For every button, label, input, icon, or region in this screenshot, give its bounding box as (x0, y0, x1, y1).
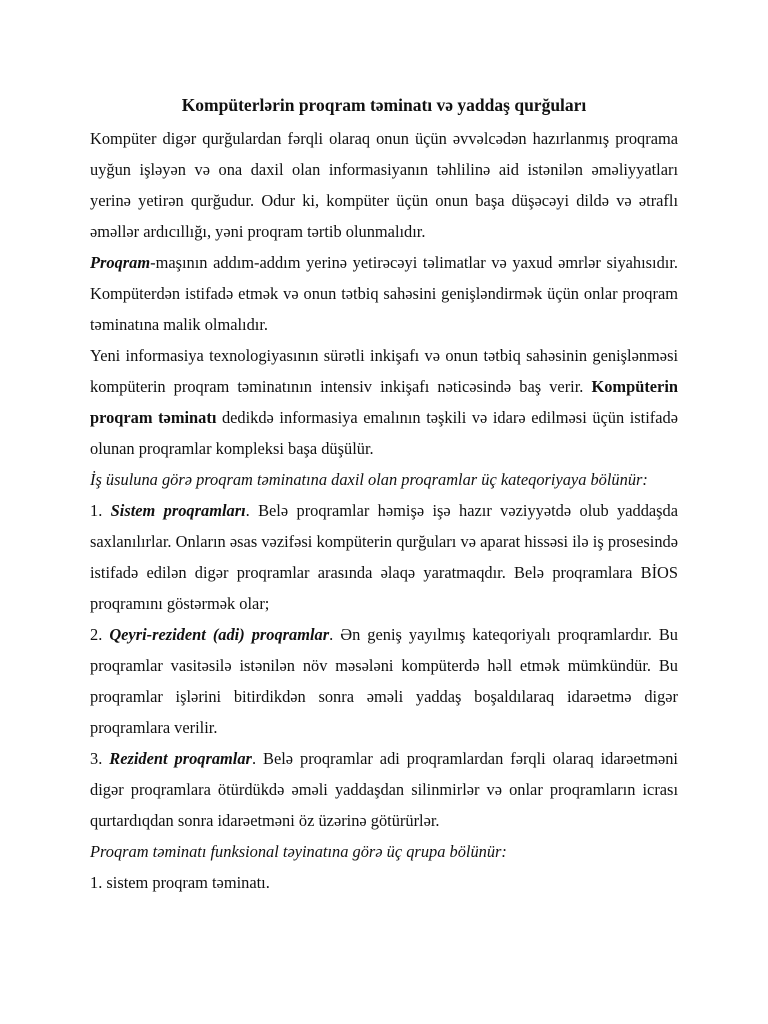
item1-number: 1. (90, 501, 111, 520)
paragraph-system-software: 1. sistem proqram təminatı. (90, 873, 270, 892)
term-software: Kompüterin proqram təminatı (90, 377, 678, 427)
paragraph-program-definition (90, 247, 678, 340)
paragraph-functional-groups: Proqram təminatı funksional təyinatına görə üç qrupa bölünür: (90, 842, 507, 861)
software-text-a: Yeni informasiya texnologiyasının sürətli inkişafı və onun tətbiq sahəsinin genişlənməsi kompüterin proqram təminatının intensiv inkişafı nəticəsində baş verir. (90, 346, 678, 396)
item3-text: . Belə proqramlar adi proqramlardan fərqli olaraq idarəetməni digər proqramlara ötürdükdə əməli yaddaşdan silinmirlər və onlar proqramların icrası qurtardıqdan sonra idarəetməni öz üzərinə götürürlər. (90, 749, 678, 830)
paragraph-software-definition (90, 340, 678, 464)
term-program: Proqram (90, 253, 151, 272)
paragraph-intro: Kompüter digər qurğulardan fərqli olaraq onun üçün əvvəlcədən hazırlanmış proqrama uyğun işləyən və ona daxil olan informasiyanın təhlilinə aid istənilən əməliyyatları yerinə yetirən qurğudur. Odur ki, kompüter üçün onun başa düşəcəyi dildə və ətraflı əməllər ardıcıllığı, yəni proqram tərtib olunmalıdır. (90, 129, 678, 241)
software-text-b: dedikdə informasiya emalının təşkili və idarə edilməsi üçün istifadə olunan proqramlar kompleksi başa düşülür. (90, 408, 678, 458)
term-system-programs: Sistem proqramları (110, 501, 246, 520)
list-item-nonresident-programs (90, 619, 678, 743)
item1-text: . Belə proqramlar həmişə işə hazır vəziyyətdə olub yaddaşda saxlanılırlar. Onların əsas vəzifəsi kompüterin qurğuları və aparat hissəsi ilə iş prosesində istifadə edilən digər proqramlar arasında əlaqə yaratmaqdır. Belə proqramlara BİOS proqramını göstərmək olar; (90, 501, 679, 613)
document-page (90, 90, 678, 898)
paragraph-categories-heading: İş üsuluna görə proqram təminatına daxil olan proqramlar üç kateqoriyaya bölünür: (90, 470, 648, 489)
term-resident-programs: Rezident proqramlar (109, 749, 252, 768)
list-item-system-programs (90, 495, 678, 619)
program-definition-text: -maşının addım-addım yerinə yetirəcəyi təlimatlar və yaxud əmrlər siyahısıdır. Kompüterdən istifadə etmək və onun tətbiq sahəsini genişləndirmək üçün onlar proqram təminatına malik olmalıdır. (90, 253, 678, 334)
page-title: Kompüterlərin proqram təminatı və yaddaş qurğuları (181, 95, 587, 115)
item2-text: . Ən geniş yayılmış kateqoriyalı proqramlardır. Bu proqramlar vasitəsilə istənilən növ məsələni kompüterdə həll etmək mümkündür. Bu proqramlar işlərini bitirdikdən sonra əməli yaddaş boşaldılaraq idarəetmə digər proqramlara verilir. (90, 625, 679, 737)
item3-number: 3. (90, 749, 110, 768)
term-nonresident-programs: Qeyri-rezident (adi) proqramlar (109, 625, 330, 644)
item2-number: 2. (90, 625, 110, 644)
list-item-resident-programs (90, 743, 678, 836)
